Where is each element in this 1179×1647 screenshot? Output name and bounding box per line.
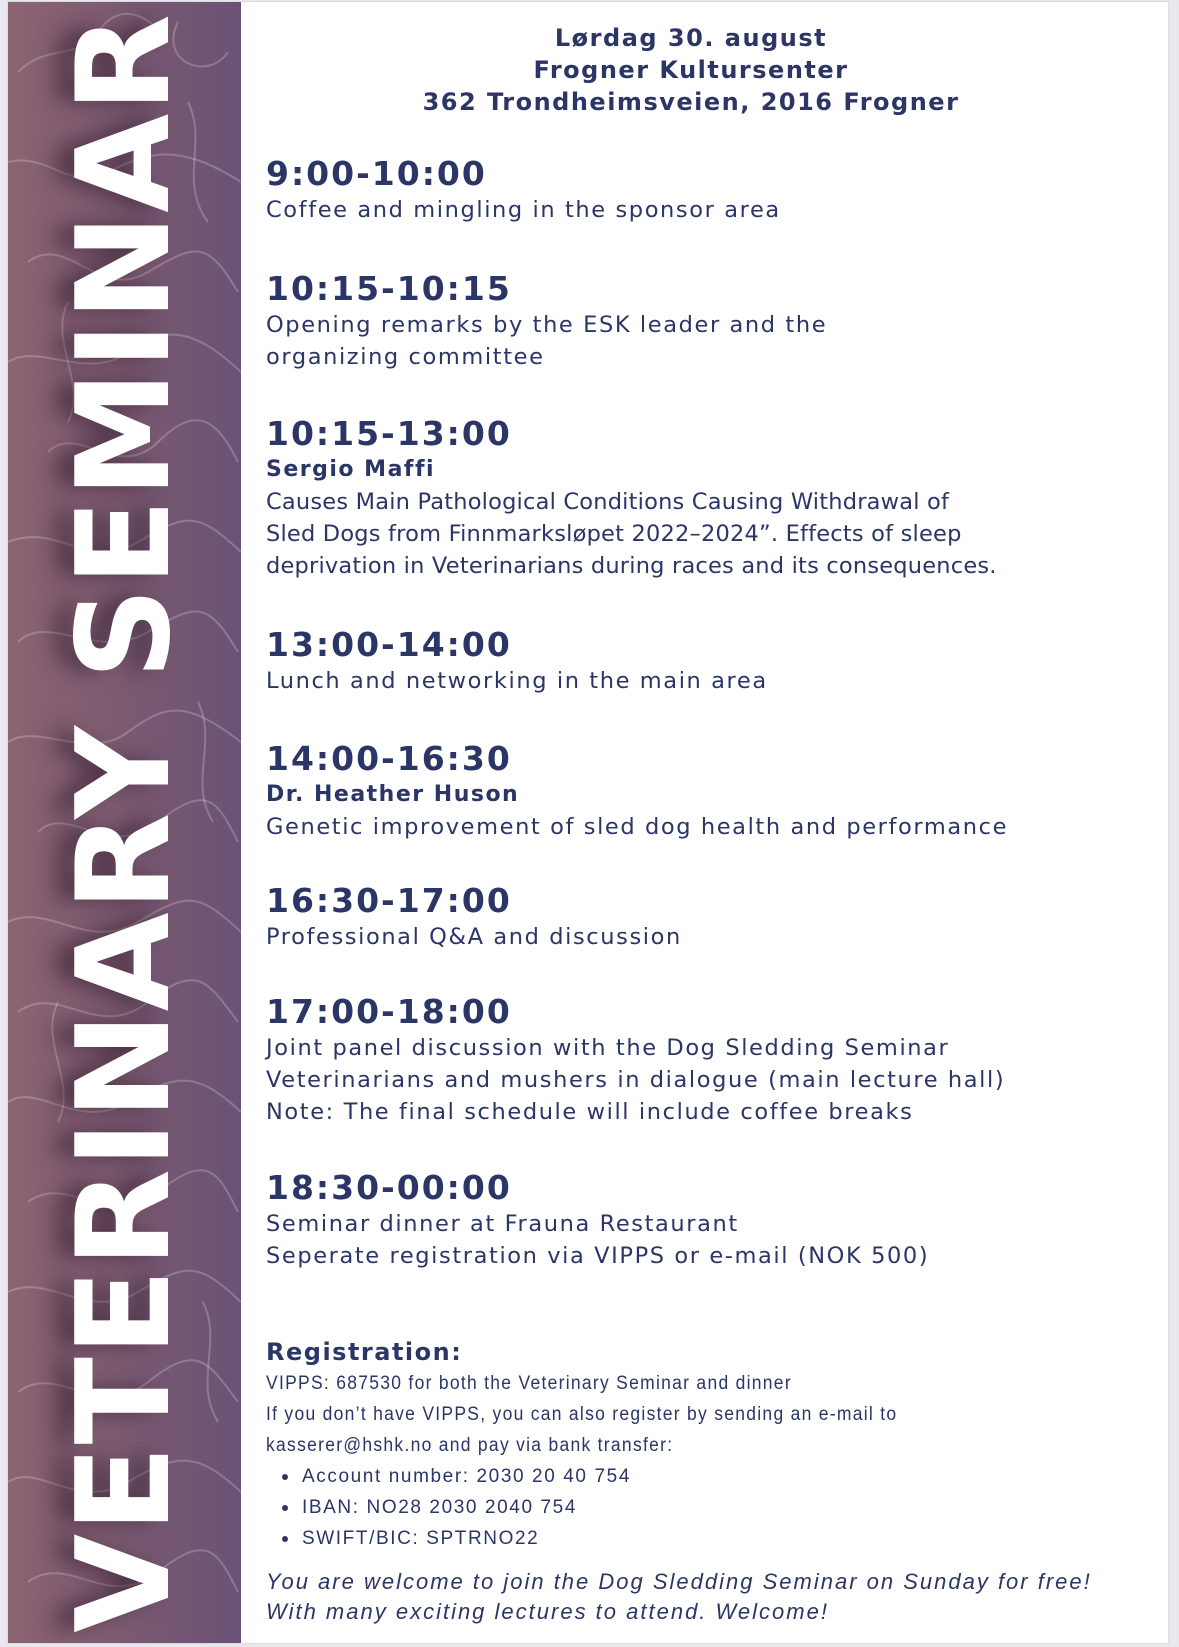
description-line: deprivation in Veterinarians during races and its consequences. (266, 553, 997, 579)
event-date: Lørdag 30. august (554, 24, 828, 52)
bullet-icon (282, 1505, 288, 1511)
time-slot: 16:30-17:00 (266, 881, 512, 920)
closing-line: You are welcome to join the Dog Sledding Seminar on Sunday for free! (266, 1569, 1092, 1594)
description-line: Seperate registration via VIPPS or e-mail (NOK 500) (266, 1243, 930, 1269)
registration-line: VIPPS: 687530 for both the Veterinary Seminar and dinner (266, 1373, 792, 1394)
description-line: Professional Q&A and discussion (266, 924, 682, 950)
description-line: Opening remarks by the ESK leader and the (266, 312, 828, 338)
description-line: Joint panel discussion with the Dog Sledding Seminar (266, 1035, 950, 1061)
bank-iban: IBAN: NO28 2030 2040 754 (282, 1492, 952, 1523)
vertical-title: VETERINARY SEMINAR (49, 12, 199, 1633)
title-sidebar (8, 2, 241, 1643)
time-slot: 10:15-13:00 (266, 414, 512, 453)
registration-email-line: kasserer@hshk.no and pay via bank transfer: (266, 1435, 674, 1456)
time-slot: 14:00-16:30 (266, 739, 512, 778)
schedule-item (266, 1168, 929, 1272)
bullet-icon (282, 1536, 288, 1542)
description-line: Seminar dinner at Frauna Restaurant (266, 1211, 739, 1237)
description-line: organizing committee (266, 344, 545, 370)
bank-details-list (266, 1461, 952, 1554)
schedule-item (266, 269, 827, 373)
description-line: Coffee and mingling in the sponsor area (266, 197, 781, 223)
description-line: Sled Dogs from Finnmarksløpet 2022–2024”. Effects of sleep (266, 521, 962, 547)
time-slot: 9:00-10:00 (266, 154, 487, 193)
registration-heading: Registration: (266, 1338, 463, 1366)
bank-swift: SWIFT/BIC: SPTRNO22 (282, 1523, 952, 1554)
closing-line: With many exciting lectures to attend. Welcome! (266, 1599, 829, 1624)
poster-page (8, 2, 1168, 1643)
description-line: Note: The final schedule will include coffee breaks (266, 1099, 914, 1125)
time-slot: 17:00-18:00 (266, 992, 512, 1031)
schedule-item (266, 739, 1008, 843)
schedule-item (266, 154, 781, 226)
closing-note (266, 1567, 1092, 1627)
schedule-item (266, 881, 682, 953)
registration-section (266, 1336, 952, 1554)
time-slot: 13:00-14:00 (266, 625, 512, 664)
schedule-item (266, 414, 997, 582)
bank-account-number: Account number: 2030 20 40 754 (282, 1461, 952, 1492)
schedule-item (266, 625, 768, 697)
registration-line: If you don’t have VIPPS, you can also register by sending an e-mail to (266, 1404, 898, 1425)
time-slot: 18:30-00:00 (266, 1168, 512, 1207)
bullet-icon (282, 1474, 288, 1480)
speaker-name: Dr. Heather Huson (266, 782, 520, 807)
description-line: Lunch and networking in the main area (266, 668, 768, 694)
event-header (266, 22, 1116, 118)
description-line: Veterinarians and mushers in dialogue (main lecture hall) (266, 1067, 1006, 1093)
speaker-name: Sergio Maffi (266, 457, 436, 482)
description-line: Genetic improvement of sled dog health and performance (266, 814, 1009, 840)
event-address: 362 Trondheimsveien, 2016 Frogner (422, 88, 960, 116)
schedule-item (266, 992, 1005, 1128)
description-line: Causes Main Pathological Conditions Causing Withdrawal of (266, 489, 950, 515)
event-venue: Frogner Kultursenter (533, 56, 849, 84)
time-slot: 10:15-10:15 (266, 269, 512, 308)
